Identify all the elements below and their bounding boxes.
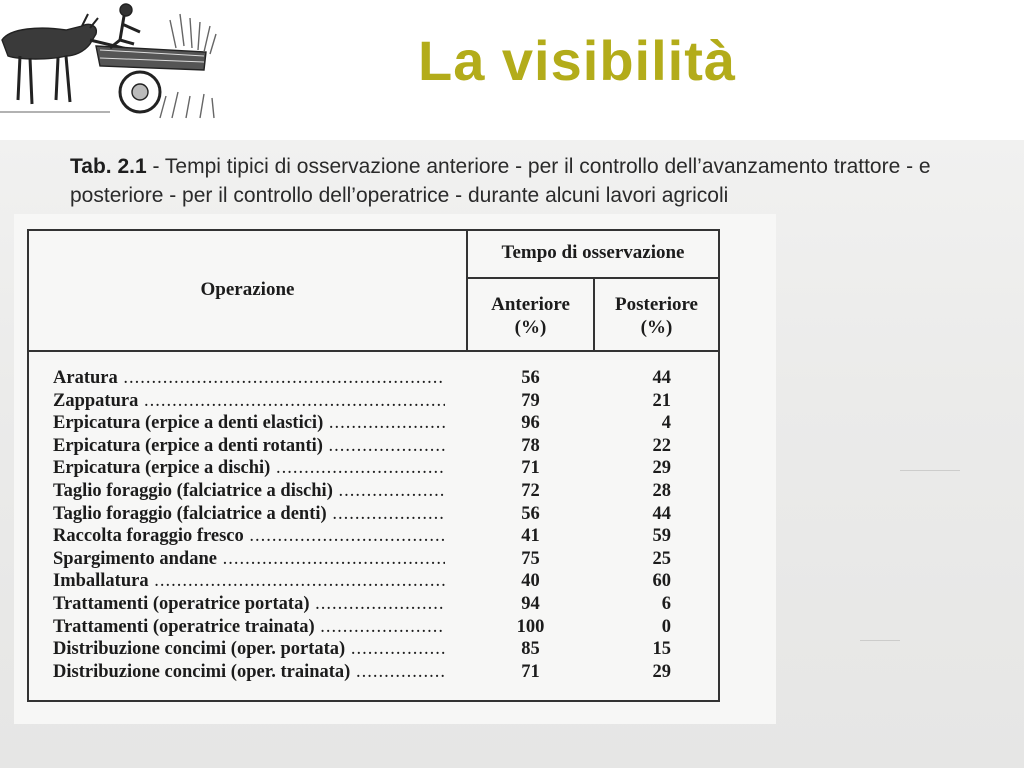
anteriore-cell: 96 bbox=[521, 413, 540, 434]
operazione-cell: Erpicatura (erpice a denti elastici) ..... bbox=[53, 412, 445, 435]
anteriore-cell: 71 bbox=[521, 661, 540, 682]
table-caption-text: - Tempi tipici di osservazione anteriore - per il controllo dell’avanzamento trattore - e posteriore - per il controllo dell’operatrice - durante alcuni lavori agricoli bbox=[70, 155, 931, 207]
operazione-cell: Zappatura ..... bbox=[53, 390, 445, 413]
table-row bbox=[29, 661, 718, 684]
table-divider bbox=[29, 350, 718, 352]
column-header-anteriore-label: Anteriore bbox=[491, 294, 570, 315]
table-caption-label: Tab. 2.1 bbox=[70, 155, 147, 178]
column-header-posteriore-unit: (%) bbox=[640, 317, 673, 338]
table-row bbox=[29, 548, 718, 571]
table-caption bbox=[70, 152, 1020, 210]
posteriore-cell: 22 bbox=[652, 435, 671, 456]
column-header-posteriore bbox=[595, 293, 718, 339]
table-divider bbox=[466, 277, 718, 279]
posteriore-cell: 0 bbox=[661, 616, 671, 637]
anteriore-cell: 79 bbox=[521, 390, 540, 411]
table-row bbox=[29, 480, 718, 503]
anteriore-cell: 41 bbox=[521, 526, 540, 547]
anteriore-cell: 94 bbox=[521, 593, 540, 614]
table-body bbox=[29, 367, 718, 683]
posteriore-cell: 44 bbox=[652, 503, 671, 524]
operazione-cell: Distribuzione concimi (oper. trainata) ..... bbox=[53, 661, 445, 684]
column-header-operazione: Operazione bbox=[200, 279, 295, 300]
operazione-cell: Raccolta foraggio fresco ..... bbox=[53, 525, 445, 548]
column-header-anteriore bbox=[468, 293, 593, 339]
table-row bbox=[29, 593, 718, 616]
operazione-cell: Trattamenti (operatrice portata) ..... bbox=[53, 593, 445, 616]
anteriore-cell: 85 bbox=[521, 639, 540, 660]
column-header-tempo: Tempo di osservazione bbox=[501, 242, 685, 263]
posteriore-cell: 15 bbox=[652, 639, 671, 660]
operazione-cell: Taglio foraggio (falciatrice a dischi) ..... bbox=[53, 480, 445, 503]
posteriore-cell: 28 bbox=[652, 480, 671, 501]
table-row bbox=[29, 367, 718, 390]
operazione-cell: Spargimento andane ..... bbox=[53, 548, 445, 571]
posteriore-cell: 25 bbox=[652, 548, 671, 569]
anteriore-cell: 56 bbox=[521, 368, 540, 388]
table-row bbox=[29, 503, 718, 526]
table-row bbox=[29, 525, 718, 548]
table-row bbox=[29, 570, 718, 593]
operazione-cell: Imballatura ..... bbox=[53, 570, 445, 593]
anteriore-cell: 75 bbox=[521, 548, 540, 569]
posteriore-cell: 59 bbox=[652, 526, 671, 547]
operazione-cell: Taglio foraggio (falciatrice a denti) ..... bbox=[53, 503, 445, 526]
posteriore-cell: 29 bbox=[652, 661, 671, 682]
anteriore-cell: 72 bbox=[521, 480, 540, 501]
observation-time-table bbox=[27, 229, 720, 702]
posteriore-cell: 6 bbox=[661, 593, 671, 614]
scan-artifact bbox=[860, 640, 900, 641]
posteriore-cell: 29 bbox=[652, 458, 671, 479]
anteriore-cell: 71 bbox=[521, 458, 540, 479]
operazione-cell: Erpicatura (erpice a denti rotanti) ..... bbox=[53, 435, 445, 458]
anteriore-cell: 78 bbox=[521, 435, 540, 456]
operazione-cell: Aratura ..... bbox=[53, 367, 445, 390]
column-header-anteriore-unit: (%) bbox=[514, 317, 547, 338]
operazione-cell: Trattamenti (operatrice trainata) ..... bbox=[53, 616, 445, 639]
slide-header bbox=[0, 0, 1024, 140]
posteriore-cell: 60 bbox=[652, 571, 671, 592]
posteriore-cell: 21 bbox=[652, 390, 671, 411]
table-row bbox=[29, 457, 718, 480]
slide-title: La visibilità bbox=[418, 29, 736, 92]
anteriore-cell: 40 bbox=[521, 571, 540, 592]
posteriore-cell: 4 bbox=[661, 413, 671, 434]
posteriore-cell: 44 bbox=[652, 368, 671, 388]
operazione-cell: Erpicatura (erpice a dischi) ..... bbox=[53, 457, 445, 480]
scan-artifact bbox=[900, 470, 960, 471]
table-row bbox=[29, 638, 718, 661]
table-row bbox=[29, 412, 718, 435]
column-header-posteriore-label: Posteriore bbox=[615, 294, 698, 315]
anteriore-cell: 100 bbox=[516, 616, 545, 637]
farmer-ox-cart-illustration bbox=[0, 0, 230, 122]
operazione-cell: Distribuzione concimi (oper. portata) ..... bbox=[53, 638, 445, 661]
anteriore-cell: 56 bbox=[521, 503, 540, 524]
table-row bbox=[29, 616, 718, 639]
table-row bbox=[29, 390, 718, 413]
table-row bbox=[29, 435, 718, 458]
